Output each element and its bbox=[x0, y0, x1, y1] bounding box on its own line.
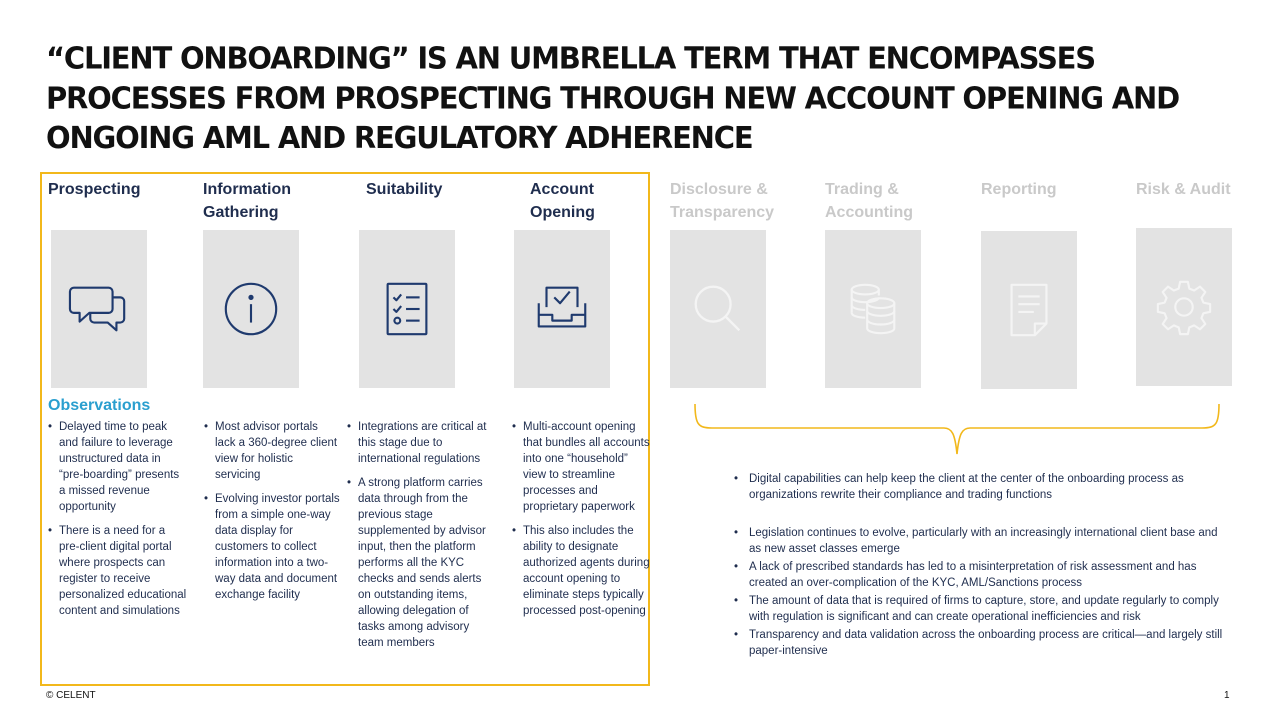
list-item: • Multi-account opening that bundles all accounts into one “household” view to streamline processes and proprietary paperwork bbox=[512, 419, 650, 515]
observations-suitability-list bbox=[347, 419, 487, 659]
gear-icon bbox=[1153, 276, 1215, 338]
tile-prospecting bbox=[51, 230, 147, 388]
list-item: • There is a need for a pre-client digital portal where prospects can register to receive personalized educational content and simulations bbox=[48, 523, 188, 619]
stage-title-suitability: Suitability bbox=[366, 181, 443, 198]
list-item: • Integrations are critical at this stage due to international regulations bbox=[347, 419, 487, 467]
tile-account-opening bbox=[514, 230, 610, 388]
observations-prospecting-list bbox=[48, 419, 188, 627]
tile-trading-accounting bbox=[825, 230, 921, 388]
list-item: • A strong platform carries data through from the previous stage supplemented by advisor input, then the platform performs all the KYC checks and sends alerts on outstanding items, allowing delegation of tasks among advisory team members bbox=[347, 475, 487, 651]
tile-reporting bbox=[981, 231, 1077, 389]
stage-title-prospecting: Prospecting bbox=[48, 181, 141, 198]
list-item: • Evolving investor portals from a simple one-way data display for customers to collect information into a two-way data and document exchange facility bbox=[204, 491, 340, 603]
list-item: • Digital capabilities can help keep the client at the center of the onboarding process as organizations rewrite their compliance and trading functions bbox=[734, 471, 1224, 503]
list-item: • Transparency and data validation across the onboarding process are critical—and largely still paper-intensive bbox=[734, 627, 1224, 659]
checklist-icon bbox=[376, 278, 438, 340]
page-title: “CLIENT ONBOARDING” IS AN UMBRELLA TERM THAT ENCOMPASSES PROCESSES FROM PROSPECTING THROUGH NEW ACCOUNT OPENING AND ONGOING AML AND REGULATORY ADHERENCE bbox=[46, 40, 1179, 156]
stage-title-disclosure-transparency: Disclosure & Transparency bbox=[670, 181, 775, 221]
magnifier-icon bbox=[687, 278, 749, 340]
tile-information-gathering bbox=[203, 230, 299, 388]
observations-account-opening-list bbox=[512, 419, 650, 627]
tile-risk-audit bbox=[1136, 228, 1232, 386]
list-item: • A lack of prescribed standards has led to a misinterpretation of risk assessment and has created an over-complication of the KYC, AML/Sanctions process bbox=[734, 559, 1224, 591]
list-item: • The amount of data that is required of firms to capture, store, and update regularly to comply with regulation is significant and can create operational inefficiencies and risk bbox=[734, 593, 1224, 625]
stage-title-risk-audit: Risk & Audit bbox=[1136, 181, 1231, 198]
chat-bubbles-icon bbox=[68, 278, 130, 340]
page-number: 1 bbox=[1224, 690, 1230, 701]
inbox-check-icon bbox=[531, 278, 593, 340]
grouping-brace bbox=[692, 402, 1222, 458]
stage-title-information-gathering: Information Gathering bbox=[203, 181, 291, 221]
stage-title-reporting: Reporting bbox=[981, 181, 1057, 198]
tile-disclosure-transparency bbox=[670, 230, 766, 388]
observations-heading: Observations bbox=[48, 397, 151, 414]
tile-suitability bbox=[359, 230, 455, 388]
stage-title-account-opening: Account Opening bbox=[530, 181, 595, 221]
document-icon bbox=[998, 279, 1060, 341]
info-icon bbox=[220, 278, 282, 340]
list-item: • Legislation continues to evolve, particularly with an increasingly international client base and as new asset classes emerge bbox=[734, 525, 1224, 557]
copyright-footer: © CELENT bbox=[46, 690, 96, 701]
regulatory-challenges-list bbox=[734, 525, 1224, 659]
digital-capabilities-list bbox=[734, 471, 1224, 503]
coin-stack-icon bbox=[842, 278, 904, 340]
list-item: • This also includes the ability to designate authorized agents during account opening to eliminate steps typically processed post-opening bbox=[512, 523, 650, 619]
observations-information-gathering-list bbox=[204, 419, 340, 611]
list-item: • Most advisor portals lack a 360-degree client view for holistic servicing bbox=[204, 419, 340, 483]
list-item: • Delayed time to peak and failure to leverage unstructured data in “pre-boarding” presents a missed revenue opportunity bbox=[48, 419, 188, 515]
stage-title-trading-accounting: Trading & Accounting bbox=[825, 181, 913, 221]
